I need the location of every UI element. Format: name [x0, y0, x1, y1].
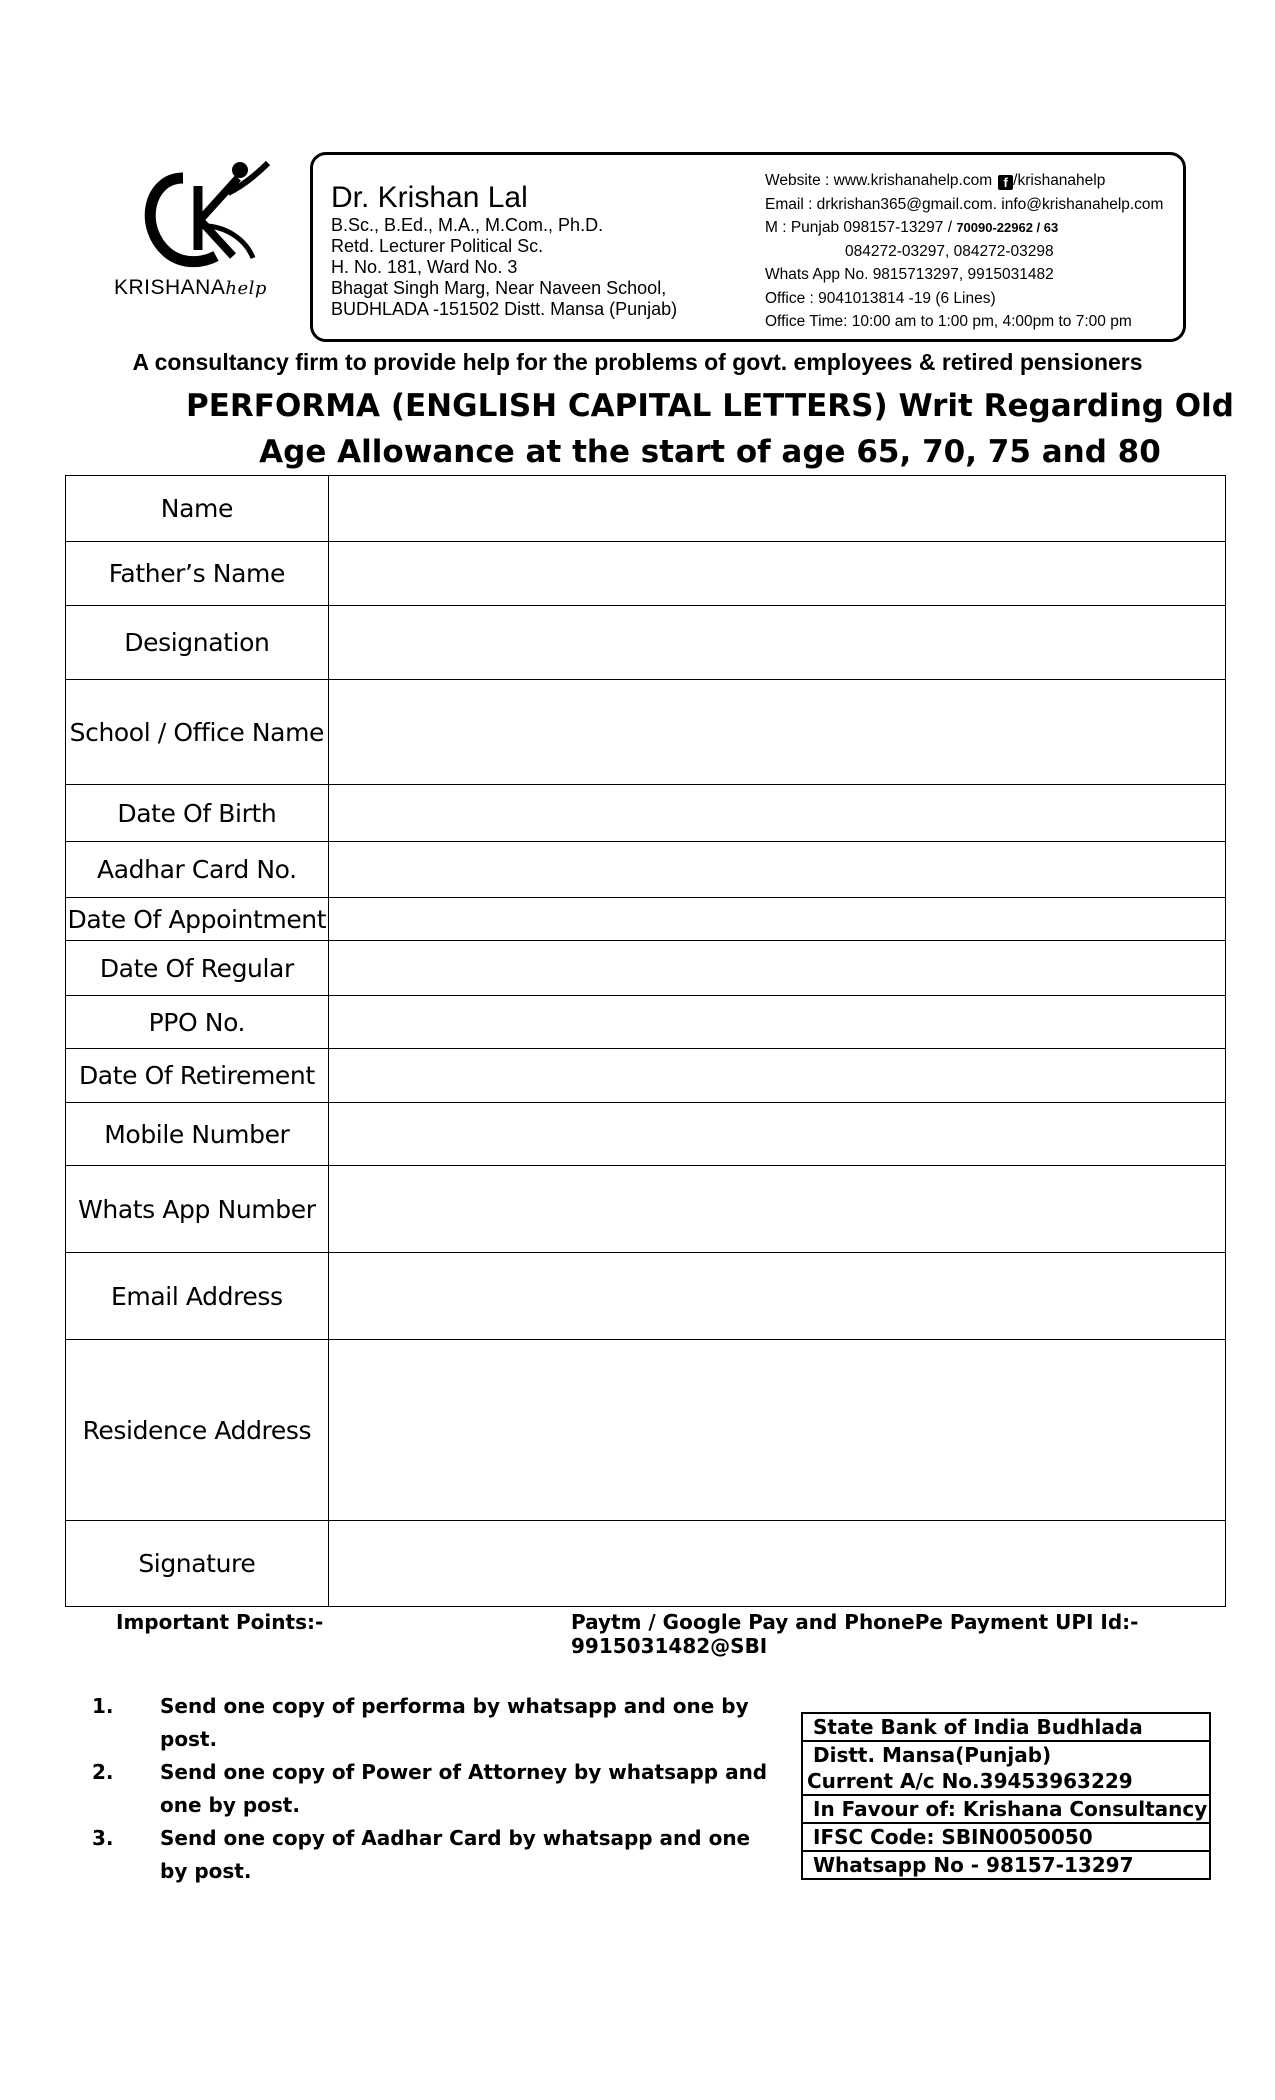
- date-of-retirement-field[interactable]: [328, 1049, 1225, 1103]
- mobile-extra: 70090-22962 / 63: [956, 220, 1059, 235]
- field-label: Email Address: [66, 1253, 329, 1340]
- field-label: Father’s Name: [66, 542, 329, 606]
- table-row: [66, 1103, 1226, 1166]
- website-line: [765, 169, 1185, 193]
- email-address-field[interactable]: [328, 1253, 1225, 1340]
- field-label: Mobile Number: [66, 1103, 329, 1166]
- table-row: [66, 1166, 1226, 1253]
- mobile-line: [765, 216, 1185, 240]
- whatsapp-line: Whats App No. 9815713297, 9915031482: [765, 266, 1054, 283]
- list-item: [88, 1822, 768, 1888]
- logo-help: help: [225, 278, 267, 299]
- city-address: BUDHLADA -151502 Distt. Mansa (Punjab): [331, 299, 678, 319]
- important-points-list: [88, 1690, 768, 1888]
- point-number: 1.: [92, 1694, 114, 1718]
- point-text: Send one copy of Power of Attorney by whatsapp and one by post.: [160, 1760, 768, 1817]
- school-office-name-field[interactable]: [328, 680, 1225, 785]
- street-address: Bhagat Singh Marg, Near Naveen School,: [331, 278, 667, 298]
- field-label: Designation: [66, 606, 329, 680]
- logo-brand: KRISHANA: [114, 276, 226, 299]
- ppo-no-field[interactable]: [328, 996, 1225, 1049]
- website[interactable]: Website : www.krishanahelp.com: [765, 172, 993, 189]
- list-item: [88, 1756, 768, 1822]
- field-label: Signature: [66, 1521, 329, 1607]
- bank-whatsapp: Whatsapp No - 98157-13297: [813, 1853, 1134, 1877]
- landline-line: 084272-03297, 084272-03298: [845, 242, 1054, 260]
- upi-payment-text: Paytm / Google Pay and PhonePe Payment UPI Id:- 9915031482@SBI: [571, 1610, 1139, 1658]
- point-number: 3.: [92, 1826, 114, 1850]
- date-of-appointment-field[interactable]: [328, 898, 1225, 941]
- qualifications: B.Sc., B.Ed., M.A., M.Com., Ph.D.: [331, 215, 604, 235]
- company-logo: [108, 158, 278, 308]
- field-label: School / Office Name: [66, 680, 329, 785]
- table-row: [66, 996, 1226, 1049]
- field-label: Date Of Appointment: [66, 898, 329, 941]
- whatsapp-number-field[interactable]: [328, 1166, 1225, 1253]
- title-line-2: Age Allowance at the start of age 65, 70, 75 and 80: [259, 434, 1161, 470]
- bank-details-box: [801, 1712, 1211, 1880]
- tagline: A consultancy firm to provide help for the problems of govt. employees & retired pensioners: [132, 349, 1143, 375]
- bank-ifsc: IFSC Code: SBIN0050050: [803, 1824, 1209, 1852]
- house-address: H. No. 181, Ward No. 3: [331, 257, 518, 277]
- krishana-k-logo-icon: [128, 158, 278, 273]
- table-row: [66, 898, 1226, 941]
- table-row: [66, 1049, 1226, 1103]
- table-row: [66, 941, 1226, 996]
- performa-form-table: [65, 475, 1226, 1607]
- office-line: Office : 9041013814 -19 (6 Lines): [765, 289, 996, 307]
- field-label: Date Of Retirement: [66, 1049, 329, 1103]
- mobile: M : Punjab 098157-13297 /: [765, 219, 952, 236]
- designation-field[interactable]: [328, 606, 1225, 680]
- title-line-1: PERFORMA (ENGLISH CAPITAL LETTERS) Writ Regarding Old: [186, 388, 1234, 424]
- list-item: [88, 1690, 768, 1756]
- bank-name: State Bank of India Budhlada: [803, 1714, 1209, 1742]
- doctor-name: Dr. Krishan Lal: [331, 181, 528, 214]
- table-row: [66, 542, 1226, 606]
- field-label: Aadhar Card No.: [66, 842, 329, 898]
- header-right: [765, 169, 1185, 334]
- field-label: Name: [66, 476, 329, 542]
- field-label: Whats App Number: [66, 1166, 329, 1253]
- facebook-handle[interactable]: /krishanahelp: [1013, 172, 1106, 189]
- date-of-birth-field[interactable]: [328, 785, 1225, 842]
- bank-account: Current A/c No.39453963229: [803, 1768, 1209, 1796]
- table-row: [66, 680, 1226, 785]
- bank-favour: In Favour of: Krishana Consultancy: [803, 1796, 1209, 1824]
- role: Retd. Lecturer Political Sc.: [331, 236, 544, 256]
- point-number: 2.: [92, 1760, 114, 1784]
- signature-field[interactable]: [328, 1521, 1225, 1607]
- table-row: [66, 1521, 1226, 1607]
- office-time-line: Office Time: 10:00 am to 1:00 pm, 4:00pm to 7:00 pm: [765, 313, 1132, 330]
- point-text: Send one copy of Aadhar Card by whatsapp and one by post.: [160, 1826, 751, 1883]
- logo-text: [114, 276, 267, 300]
- field-label: Residence Address: [66, 1340, 329, 1521]
- field-label: PPO No.: [66, 996, 329, 1049]
- field-label: Date Of Birth: [66, 785, 329, 842]
- page-title: [160, 383, 1260, 475]
- name-field[interactable]: [328, 476, 1225, 542]
- header-contact-box: [310, 152, 1186, 342]
- table-row: [66, 606, 1226, 680]
- table-row: [66, 476, 1226, 542]
- fathers-name-field[interactable]: [328, 542, 1225, 606]
- table-row: [66, 785, 1226, 842]
- facebook-icon: f: [998, 175, 1013, 190]
- aadhar-card-field[interactable]: [328, 842, 1225, 898]
- residence-address-field[interactable]: [328, 1340, 1225, 1521]
- table-row: [66, 1253, 1226, 1340]
- header-left: [331, 181, 751, 320]
- date-of-regular-field[interactable]: [328, 941, 1225, 996]
- table-row: [66, 1340, 1226, 1521]
- bank-district: Distt. Mansa(Punjab): [813, 1743, 1052, 1767]
- table-row: [66, 842, 1226, 898]
- point-text: Send one copy of performa by whatsapp and one by post.: [160, 1694, 749, 1751]
- mobile-number-field[interactable]: [328, 1103, 1225, 1166]
- important-points-label: Important Points:-: [116, 1610, 324, 1634]
- field-label: Date Of Regular: [66, 941, 329, 996]
- email-line: Email : drkrishan365@gmail.com. info@krishanahelp.com: [765, 195, 1164, 213]
